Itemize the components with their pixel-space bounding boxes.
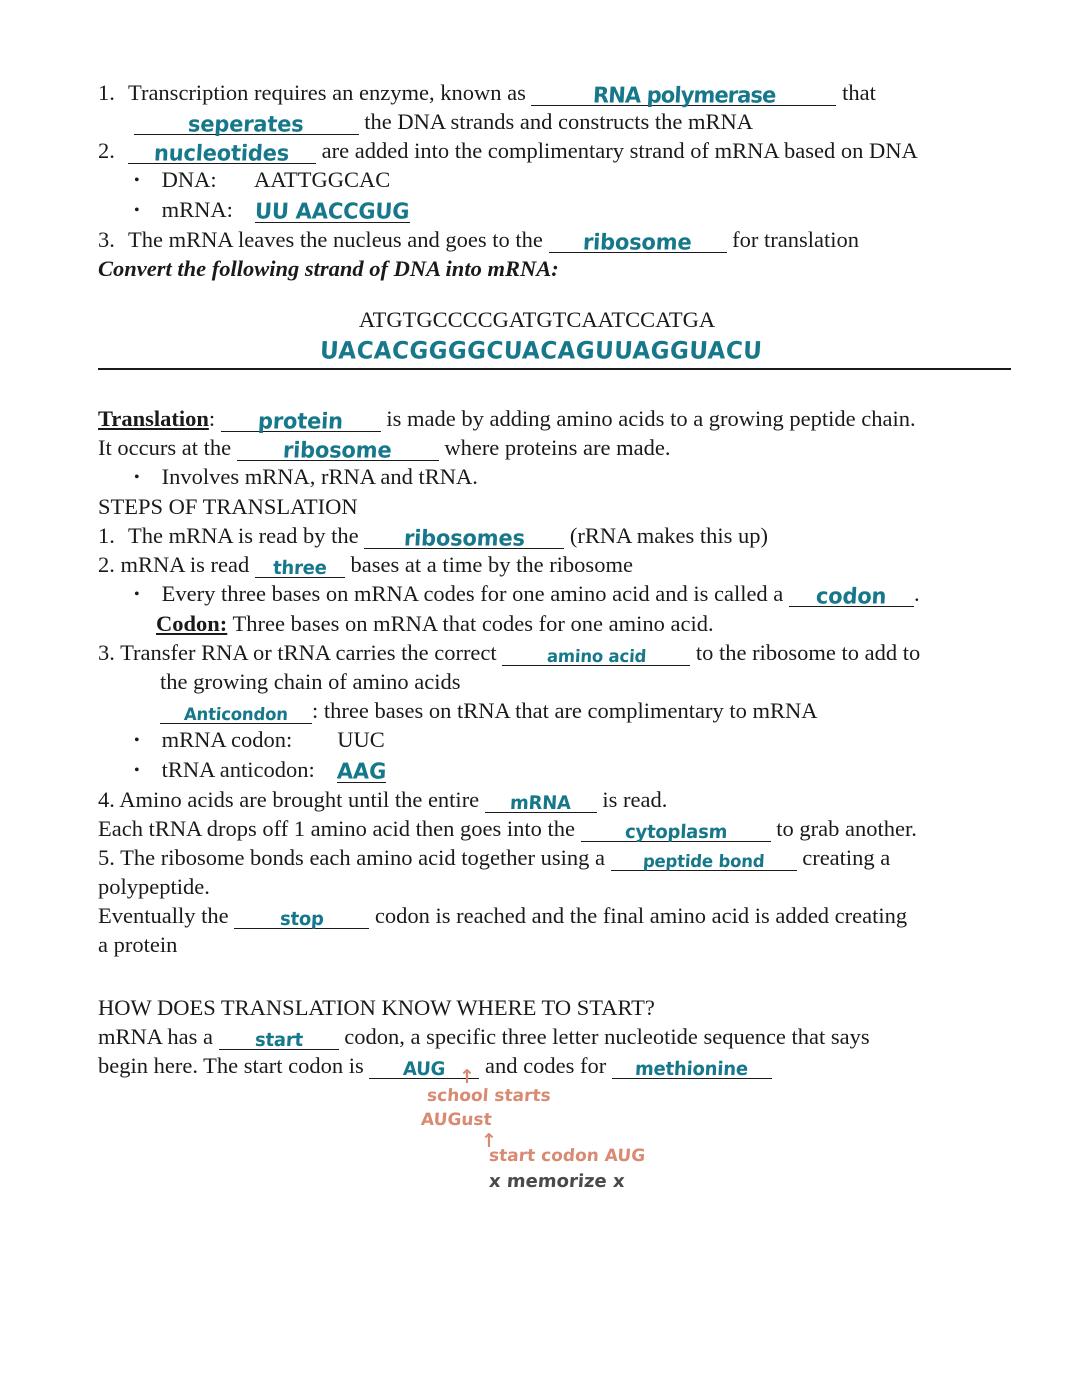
step-1-text-b: (rRNA makes this up) <box>569 523 768 548</box>
step-3-number: 3. <box>98 640 115 665</box>
mrna-label: mRNA: <box>161 197 233 222</box>
step-3-blank[interactable] <box>502 640 690 666</box>
annotation-memorize: x memorize x <box>488 1171 626 1192</box>
list-item-involves <box>98 462 1018 492</box>
translation-blank-2[interactable] <box>237 435 439 461</box>
step-4-line-1 <box>98 785 1018 814</box>
step-5-text-d: Eventually the <box>98 903 229 928</box>
list-item-mrna-codon <box>98 725 1018 755</box>
translation-text-b: It occurs at the <box>98 435 232 460</box>
question-1-text-c: the DNA strands and constructs the mRNA <box>364 109 753 134</box>
step-1-blank[interactable] <box>364 523 564 549</box>
start-section-text-a: mRNA has a <box>98 1024 213 1049</box>
question-1-answer-2: seperates <box>187 111 305 137</box>
question-1-answer-1: RNA polymerase <box>592 82 776 108</box>
step-1-answer: ribosomes <box>403 525 526 551</box>
start-section-blank-3[interactable] <box>612 1053 772 1079</box>
question-1-text-a: Transcription requires an enzyme, known as <box>128 80 526 105</box>
step-5-line-1 <box>98 843 1018 872</box>
step-4-answer-1: mRNA <box>509 792 572 815</box>
anticodon-answer: Anticondon <box>183 704 289 725</box>
step-2-bullet-answer: codon <box>815 583 888 609</box>
step-5-blank-1[interactable] <box>611 845 797 871</box>
step-2-answer: three <box>272 557 328 580</box>
arrow-up-icon-2: ↑ <box>481 1130 497 1152</box>
list-item-mrna <box>98 195 1018 225</box>
question-2-number: 2. <box>98 138 115 163</box>
question-1-line-1 <box>98 78 1018 107</box>
mrna-answer-underline[interactable] <box>255 198 409 223</box>
dna-sequence: AATTGGCAC <box>254 167 391 192</box>
step-5-line-3 <box>98 901 1018 930</box>
question-3-text-a: The mRNA leaves the nucleus and goes to the <box>128 227 543 252</box>
question-2-answer-1: nucleotides <box>153 140 291 166</box>
step-4-text-b: is read. <box>602 787 668 812</box>
mrna-codon-label: mRNA codon: <box>161 727 293 752</box>
start-section-answer-2: AUG <box>402 1058 447 1081</box>
step-3-anticodon-line <box>98 696 1018 725</box>
convert-prompt: Convert the following strand of DNA into mRNA: <box>98 256 559 281</box>
step-4-number: 4. <box>98 787 115 812</box>
mrna-conversion-answer: UACACGGGGCUACAGUUAGGUACU <box>319 337 763 365</box>
step-3-answer: amino acid <box>546 646 647 667</box>
question-3-blank[interactable] <box>549 227 727 253</box>
question-1-blank-2[interactable] <box>134 109 359 135</box>
dna-strand-to-convert: ATGTGCCCCGATGTCAATCCATGA <box>358 307 716 332</box>
translation-answer-2: ribosome <box>282 437 393 463</box>
bullet-dot-icon: • <box>134 202 140 219</box>
step-4-answer-2: cytoplasm <box>623 821 728 844</box>
mrna-codon-value: UUC <box>337 727 385 752</box>
step-1-line <box>98 521 1018 550</box>
translation-answer-1: protein <box>257 408 344 434</box>
mrna-conversion-answer-row[interactable] <box>98 338 1018 364</box>
steps-heading: STEPS OF TRANSLATION <box>98 494 358 519</box>
mrna-sequence-answer: UU AACCGUG <box>254 198 411 224</box>
bullet-dot-icon: • <box>134 762 140 779</box>
start-section-text-b: codon, a specific three letter nucleotide sequence that says <box>344 1024 870 1049</box>
anticodon-blank[interactable] <box>160 698 312 724</box>
annotation-august: AUGust <box>420 1110 493 1130</box>
question-3-answer: ribosome <box>582 229 693 255</box>
question-3-line <box>98 225 1018 254</box>
step-4-blank-1[interactable] <box>485 787 597 813</box>
start-section-blank-2[interactable] <box>369 1053 479 1079</box>
step-2-line <box>98 550 1018 579</box>
step-2-text-b: bases at a time by the ribosome <box>350 552 633 577</box>
trna-anticodon-underline[interactable] <box>337 758 386 783</box>
trna-anticodon-label: tRNA anticodon: <box>161 757 315 782</box>
translation-text-a: is made by adding amino acids to a growing peptide chain. <box>386 406 916 431</box>
annotation-school-starts: school starts <box>426 1086 552 1106</box>
step-2-bullet-a: Every three bases on mRNA codes for one amino acid and is called a <box>161 581 784 606</box>
start-section-heading: HOW DOES TRANSLATION KNOW WHERE TO START? <box>98 995 655 1020</box>
arrow-up-icon-1: ↑ <box>459 1066 475 1088</box>
step-5-line-2: polypeptide. <box>98 874 210 899</box>
step-1-number: 1. <box>98 523 115 548</box>
question-1-blank-1[interactable] <box>531 80 836 106</box>
step-5-answer-1: peptide bond <box>642 851 765 872</box>
start-section-line-1 <box>98 1022 1018 1051</box>
step-2-bullet-end: . <box>913 581 920 606</box>
question-2-text-a: are added into the complimentary strand of mRNA based on DNA <box>321 138 918 163</box>
codon-term: Codon: <box>156 611 228 636</box>
start-section-text-d: and codes for <box>485 1053 607 1078</box>
bullet-dot-icon: • <box>134 172 140 189</box>
step-2-bullet-blank[interactable] <box>789 581 914 607</box>
step-2-text-a: mRNA is read <box>120 552 250 577</box>
start-section-blank-1[interactable] <box>219 1024 339 1050</box>
trna-anticodon-value: AAG <box>336 758 388 784</box>
bullet-dot-icon: • <box>134 732 140 749</box>
step-1-text-a: The mRNA is read by the <box>128 523 359 548</box>
question-2-blank-1[interactable] <box>128 138 316 164</box>
step-5-text-b: creating a <box>802 845 891 870</box>
step-4-line-2 <box>98 814 1018 843</box>
question-3-text-b: for translation <box>732 227 859 252</box>
step-5-line-4: a protein <box>98 932 178 957</box>
list-item-dna <box>98 165 1018 195</box>
bullet-dot-icon: • <box>134 586 140 603</box>
start-section-text-c: begin here. The start codon is <box>98 1053 364 1078</box>
anticodon-definition: : three bases on tRNA that are complimentary to mRNA <box>312 698 818 723</box>
question-3-number: 3. <box>98 227 115 252</box>
start-section-answer-3: methionine <box>634 1058 749 1081</box>
translation-text-c: where proteins are made. <box>444 435 671 460</box>
question-1-number: 1. <box>98 80 115 105</box>
step-4-blank-2[interactable] <box>581 816 771 842</box>
step-3-text-a: Transfer RNA or tRNA carries the correct <box>120 640 497 665</box>
translation-heading-colon: : <box>208 406 216 431</box>
start-section-answer-1: start <box>254 1029 304 1052</box>
step-5-answer-2: stop <box>279 908 325 931</box>
dna-label: DNA: <box>161 167 217 192</box>
translation-line-2 <box>98 433 1018 462</box>
start-section-line-2 <box>98 1051 1018 1080</box>
annotation-start-codon-aug: start codon AUG <box>488 1146 646 1166</box>
step-4-text-a: Amino acids are brought until the entire <box>119 787 480 812</box>
step-3-line-2: the growing chain of amino acids <box>160 669 461 694</box>
step-2-number: 2. <box>98 552 115 577</box>
question-2-line-1 <box>98 136 1018 165</box>
step-4-text-c: Each tRNA drops off 1 amino acid then goes into the <box>98 816 575 841</box>
step-4-text-d: to grab another. <box>776 816 917 841</box>
translation-blank-1[interactable] <box>221 406 381 432</box>
codon-definition: Three bases on mRNA that codes for one amino acid. <box>232 611 714 636</box>
codon-term-row <box>98 609 1018 638</box>
step-3-text-b: to the ribosome to add to <box>695 640 921 665</box>
translation-heading-label: Translation <box>98 406 209 431</box>
list-item-codon-definition <box>98 579 1018 609</box>
step-5-text-a: The ribosome bonds each amino acid together using a <box>120 845 605 870</box>
step-5-text-e: codon is reached and the final amino acid is added creating <box>374 903 908 928</box>
bullet-dot-icon: • <box>134 469 140 486</box>
step-5-blank-2[interactable] <box>234 903 369 929</box>
question-1-line-2 <box>98 107 1018 136</box>
question-1-text-b: that <box>842 80 876 105</box>
translation-heading-line <box>98 404 1018 433</box>
step-2-blank[interactable] <box>255 552 345 578</box>
step-5-number: 5. <box>98 845 115 870</box>
step-3-line-1 <box>98 638 1018 667</box>
translation-bullet-1: Involves mRNA, rRNA and tRNA. <box>161 464 478 489</box>
list-item-trna-anticodon <box>98 755 1018 785</box>
